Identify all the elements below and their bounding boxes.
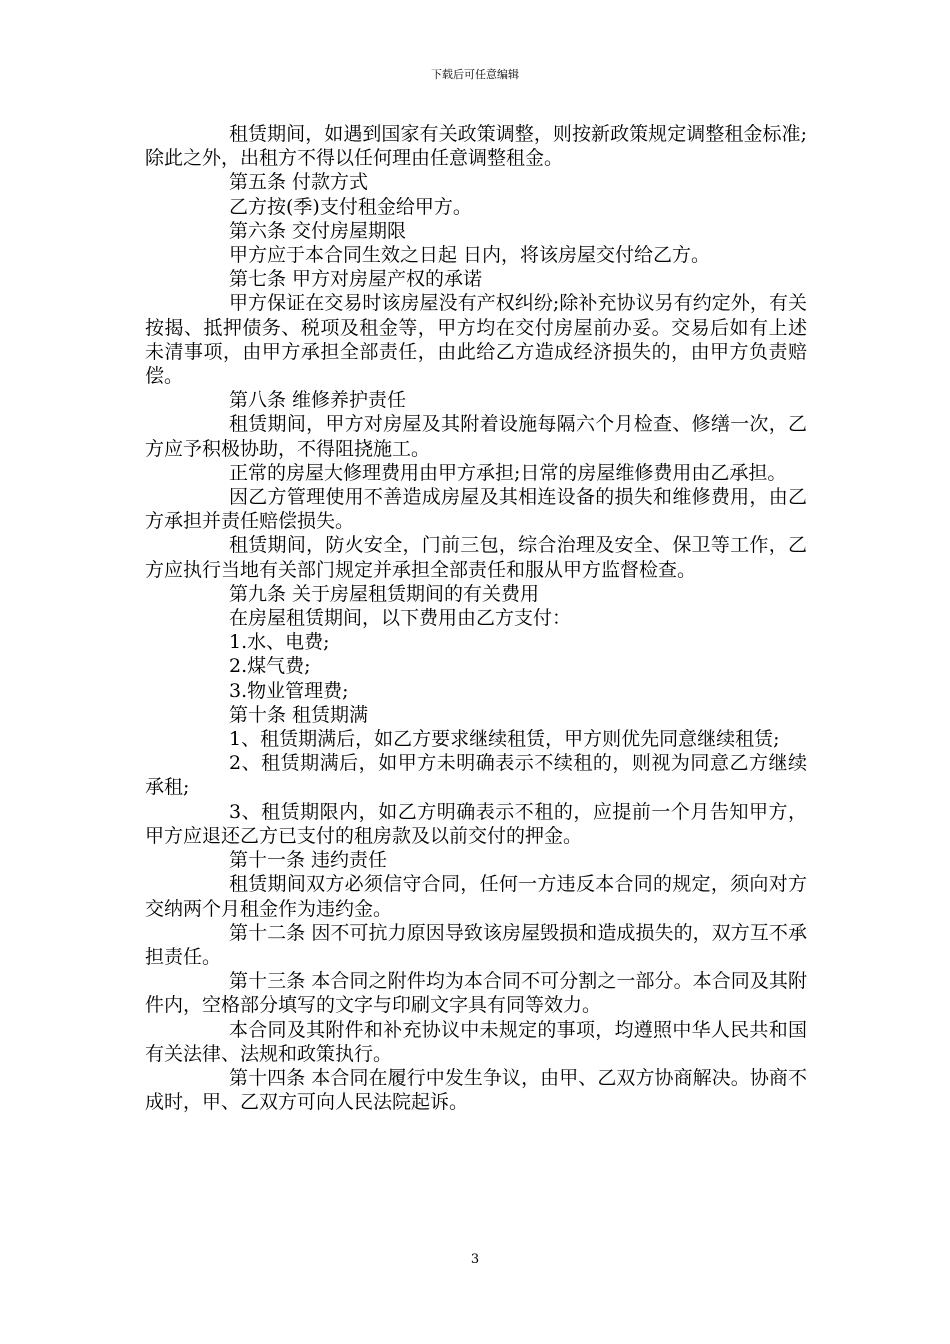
paragraph: 本合同及其附件和补充协议中未规定的事项，均遵照中华人民共和国有关法律、法规和政策执行。 (145, 1018, 807, 1065)
clause-heading: 第八条 维修养护责任 (229, 389, 407, 412)
paragraph: 租赁期间，甲方对房屋及其附着设施每隔六个月检查、修缮一次，乙方应予积极协助，不得阻挠施工。 (145, 413, 807, 460)
list-item: 2、租赁期满后，如甲方未明确表示不续租的，则视为同意乙方继续承租; (145, 752, 807, 799)
list-item: 3、租赁期限内，如乙方明确表示不租的，应提前一个月告知甲方，甲方应退还乙方已支付的租房款及以前交付的押金。 (145, 800, 807, 847)
paragraph: 因乙方管理使用不善造成房屋及其相连设备的损失和维修费用，由乙方承担并责任赔偿损失。 (145, 486, 807, 533)
list-item: 3.物业管理费; (229, 679, 349, 702)
paragraph: 正常的房屋大修理费用由甲方承担;日常的房屋维修费用由乙承担。 (229, 461, 787, 484)
list-item: 2.煤气费; (229, 655, 311, 678)
clause-heading: 第十条 租赁期满 (229, 703, 369, 726)
paragraph: 在房屋租赁期间，以下费用由乙方支付： (229, 607, 572, 630)
document-body (145, 122, 807, 1114)
paragraph: 租赁期间，防火安全，门前三包，综合治理及安全、保卫等工作，乙方应执行当地有关部门规定并承担全部责任和服从甲方监督检查。 (145, 534, 807, 581)
page-header: 下载后可任意编辑 (431, 68, 519, 81)
clause-heading: 第六条 交付房屋期限 (229, 219, 407, 242)
list-item: 1.水、电费; (229, 631, 330, 654)
clause-heading: 第十一条 违约责任 (229, 849, 388, 872)
clause-paragraph: 第十三条 本合同之附件均为本合同不可分割之一部分。本合同及其附件内，空格部分填写的文字与印刷文字具有同等效力。 (145, 970, 807, 1017)
clause-heading: 第七条 甲方对房屋产权的承诺 (229, 268, 483, 291)
clause-heading: 第九条 关于房屋租赁期间的有关费用 (229, 582, 540, 605)
page-number: 3 (470, 1252, 480, 1267)
paragraph: 甲方应于本合同生效之日起 日内，将该房屋交付给乙方。 (229, 244, 711, 267)
list-item: 1、租赁期满后，如乙方要求继续租赁，甲方则优先同意继续租赁; (229, 728, 780, 751)
clause-paragraph: 第十四条 本合同在履行中发生争议，由甲、乙双方协商解决。协商不成时，甲、乙双方可向人民法院起诉。 (145, 1066, 807, 1114)
clause-heading: 第五条 付款方式 (229, 171, 369, 194)
paragraph: 乙方按(季)支付租金给甲方。 (229, 195, 472, 218)
paragraph: 租赁期间，如遇到国家有关政策调整，则按新政策规定调整租金标准;除此之外，出租方不得以任何理由任意调整租金。 (145, 123, 807, 170)
paragraph: 租赁期间双方必须信守合同，任何一方违反本合同的规定，须向对方交纳两个月租金作为违约金。 (145, 873, 807, 920)
clause-paragraph: 第十二条 因不可抗力原因导致该房屋毁损和造成损失的，双方互不承担责任。 (145, 921, 807, 968)
paragraph: 甲方保证在交易时该房屋没有产权纠纷;除补充协议另有约定外，有关按揭、抵押债务、税项及租金等，甲方均在交付房屋前办妥。交易后如有上述未清事项，由甲方承担全部责任，由此给乙方造成经济损失的，由甲方负责赔偿。 (145, 292, 807, 388)
